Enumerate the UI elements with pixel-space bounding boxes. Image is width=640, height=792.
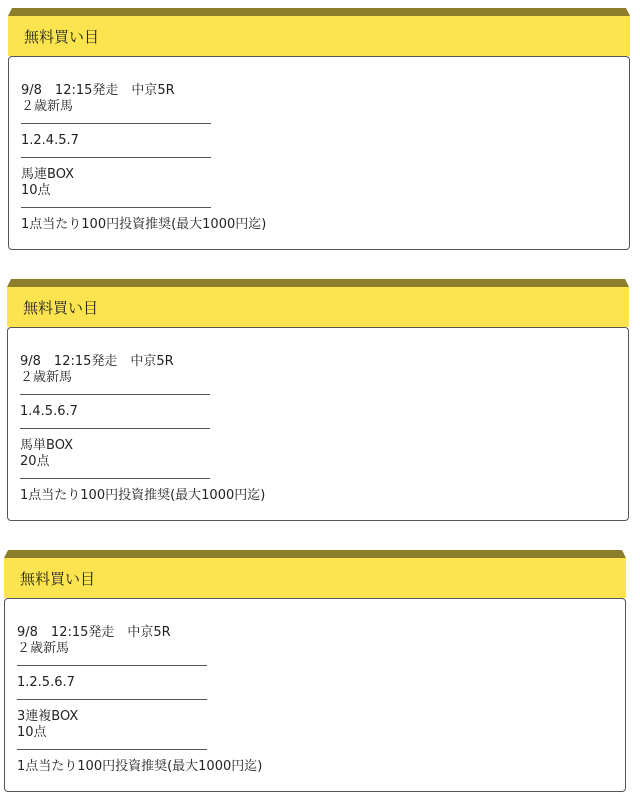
card-title: 無料買い目 xyxy=(24,28,100,46)
card-header xyxy=(4,558,626,598)
divider xyxy=(21,157,211,158)
divider xyxy=(17,699,207,700)
pick-details xyxy=(17,625,263,775)
card-title: 無料買い目 xyxy=(20,570,96,588)
card-header xyxy=(8,16,630,56)
bet-points: 10点 xyxy=(21,183,51,198)
race-info: 9/8 12:15発走 中京5R xyxy=(21,83,175,98)
divider xyxy=(17,665,207,666)
race-class: ２歳新馬 xyxy=(17,641,70,656)
divider xyxy=(20,478,210,479)
bet-type: 3連複BOX xyxy=(17,709,79,724)
free-pick-card-2 xyxy=(7,287,629,503)
card-title: 無料買い目 xyxy=(23,299,99,317)
horse-numbers: 1.4.5.6.7 xyxy=(20,404,78,419)
card-header xyxy=(7,287,629,327)
investment-note: 1点当たり100円投資推奨(最大1000円迄) xyxy=(17,759,263,774)
pick-details xyxy=(20,354,266,504)
race-class: ２歳新馬 xyxy=(20,370,73,385)
card-body xyxy=(4,598,626,792)
investment-note: 1点当たり100円投資推奨(最大1000円迄) xyxy=(21,217,267,232)
race-info: 9/8 12:15発走 中京5R xyxy=(20,354,174,369)
bet-type: 馬単BOX xyxy=(20,438,73,453)
race-class: ２歳新馬 xyxy=(21,99,74,114)
investment-note: 1点当たり100円投資推奨(最大1000円迄) xyxy=(20,488,266,503)
bet-type: 馬連BOX xyxy=(21,167,74,182)
pick-details xyxy=(21,83,267,233)
free-pick-card-1 xyxy=(8,16,630,232)
horse-numbers: 1.2.4.5.7 xyxy=(21,133,79,148)
bet-points: 10点 xyxy=(17,725,47,740)
divider xyxy=(21,207,211,208)
bet-points: 20点 xyxy=(20,454,50,469)
card-body xyxy=(8,56,630,250)
divider xyxy=(20,394,210,395)
free-pick-card-3 xyxy=(4,558,626,774)
horse-numbers: 1.2.5.6.7 xyxy=(17,675,75,690)
divider xyxy=(21,123,211,124)
card-body xyxy=(7,327,629,521)
divider xyxy=(17,749,207,750)
divider xyxy=(20,428,210,429)
race-info: 9/8 12:15発走 中京5R xyxy=(17,625,171,640)
